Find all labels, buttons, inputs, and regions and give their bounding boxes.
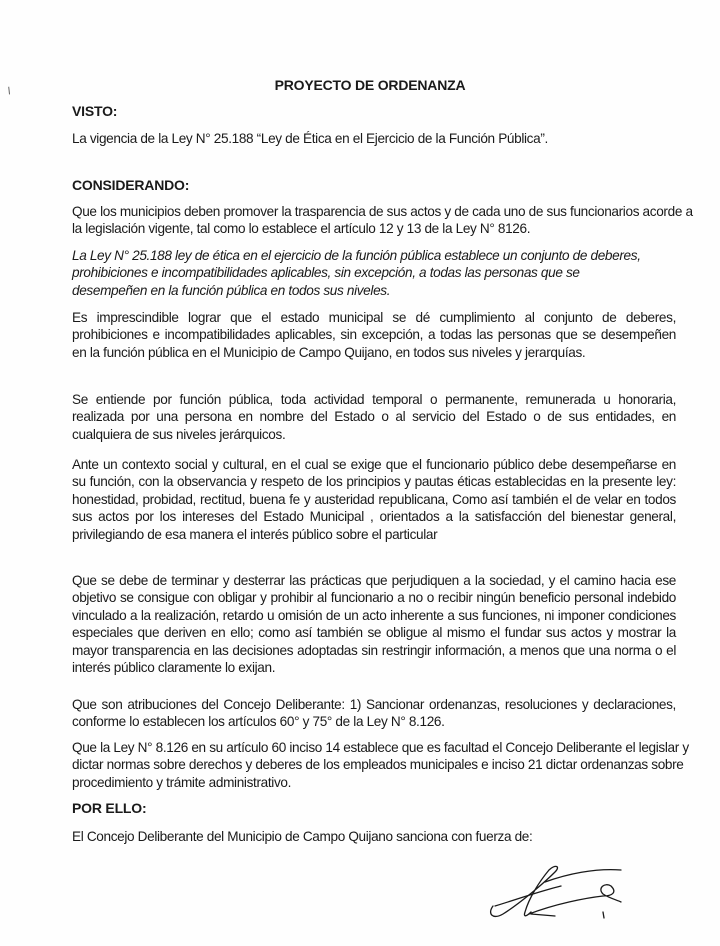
margin-mark: / xyxy=(6,85,13,98)
considerando-paragraph-7: Que son atribuciones del Concejo Deliberante: 1) Sancionar ordenanzas, resoluciones y declaraciones, conforme lo establecen los artículos 60° y 75° de la Ley N° 8.126. xyxy=(72,697,676,730)
document-title: PROYECTO DE ORDENANZA xyxy=(274,77,466,93)
considerando-paragraph-1: Que los municipios deben promover la trasparencia de sus actos y de cada uno de sus funcionarios acorde a la legislación vigente, tal como lo establece el artículo 12 y 13 de la Ley N° 8126. xyxy=(72,204,693,237)
signature-stroke xyxy=(531,914,555,916)
considerando-paragraph-8: Que la Ley N° 8.126 en su artículo 60 inciso 14 establece que es facultad el Concejo Deliberante el legislar y dictar normas sobre derechos y deberes de los empleados municipales e inciso 21 dictar ordenanzas sobre procedimiento y trámite administrativo. xyxy=(72,740,689,790)
considerando-paragraph-5: Ante un contexto social y cultural, en el cual se exige que el funcionario público debe desempeñarse en su función, con la observancia y respeto de los principios y pautas éticas establecidas en la presente ley: honestidad, probidad, rectitud, buena fe y austeridad republicana, Como así también el de velar en todos sus actos por los intereses del Estado Municipal , orientados a la satisfacción del bienestar general, privilegiando de esa manera el interés público sobre el particular xyxy=(72,457,676,542)
considerando-paragraph-4: Se entiende por función pública, toda actividad temporal o permanente, remunerada u honoraria, realizada por una persona en nombre del Estado o al servicio del Estado o de sus entidades, en cualquiera de sus niveles jerárquicos. xyxy=(72,392,676,442)
considerando-heading: CONSIDERANDO: xyxy=(72,177,190,193)
considerando-paragraph-2: La Ley N° 25.188 ley de ética en el ejercicio de la función pública establece un conjunto de deberes, prohibiciones e incompatibilidades aplicables, sin excepción, a todas las personas que se desempeñen en la función pública en todos sus niveles. xyxy=(72,248,641,298)
signature-stroke xyxy=(491,866,558,916)
por-ello-text: El Concejo Deliberante del Municipio de Campo Quijano sanciona con fuerza de: xyxy=(72,829,533,844)
signature-stroke xyxy=(603,912,604,918)
visto-heading: VISTO: xyxy=(72,103,118,119)
signature-stroke xyxy=(545,870,621,882)
considerando-paragraph-6: Que se debe de terminar y desterrar las prácticas que perjudiquen a la sociedad, y el camino hacia ese objetivo se consigue con obligar y prohibir al funcionario a no o recibir ningún beneficio personal indebido vinculado a la realización, retardo u omisión de un acto inherente a sus funciones, ni imponer condiciones especiales que deriven en ello; como así también se obligue al mismo el fundar sus actos y mostrar la mayor transparencia en las decisiones adoptadas sin restringir información, a menos que una norma o el interés público claramente lo exijan. xyxy=(72,573,676,676)
considerando-paragraph-3: Es imprescindible lograr que el estado municipal se dé cumplimiento al conjunto de deberes, prohibiciones e incompatibilidades aplicables, sin excepción, a todas las personas que se desempeñen en la función pública en el Municipio de Campo Quijano, en todos sus niveles y jerarquías. xyxy=(72,310,676,360)
por-ello-heading: POR ELLO: xyxy=(72,800,147,816)
visto-text: La vigencia de la Ley N° 25.188 “Ley de Ética en el Ejercicio de la Función Pública”. xyxy=(72,131,548,146)
signature xyxy=(485,862,625,928)
signature-stroke xyxy=(529,885,621,914)
